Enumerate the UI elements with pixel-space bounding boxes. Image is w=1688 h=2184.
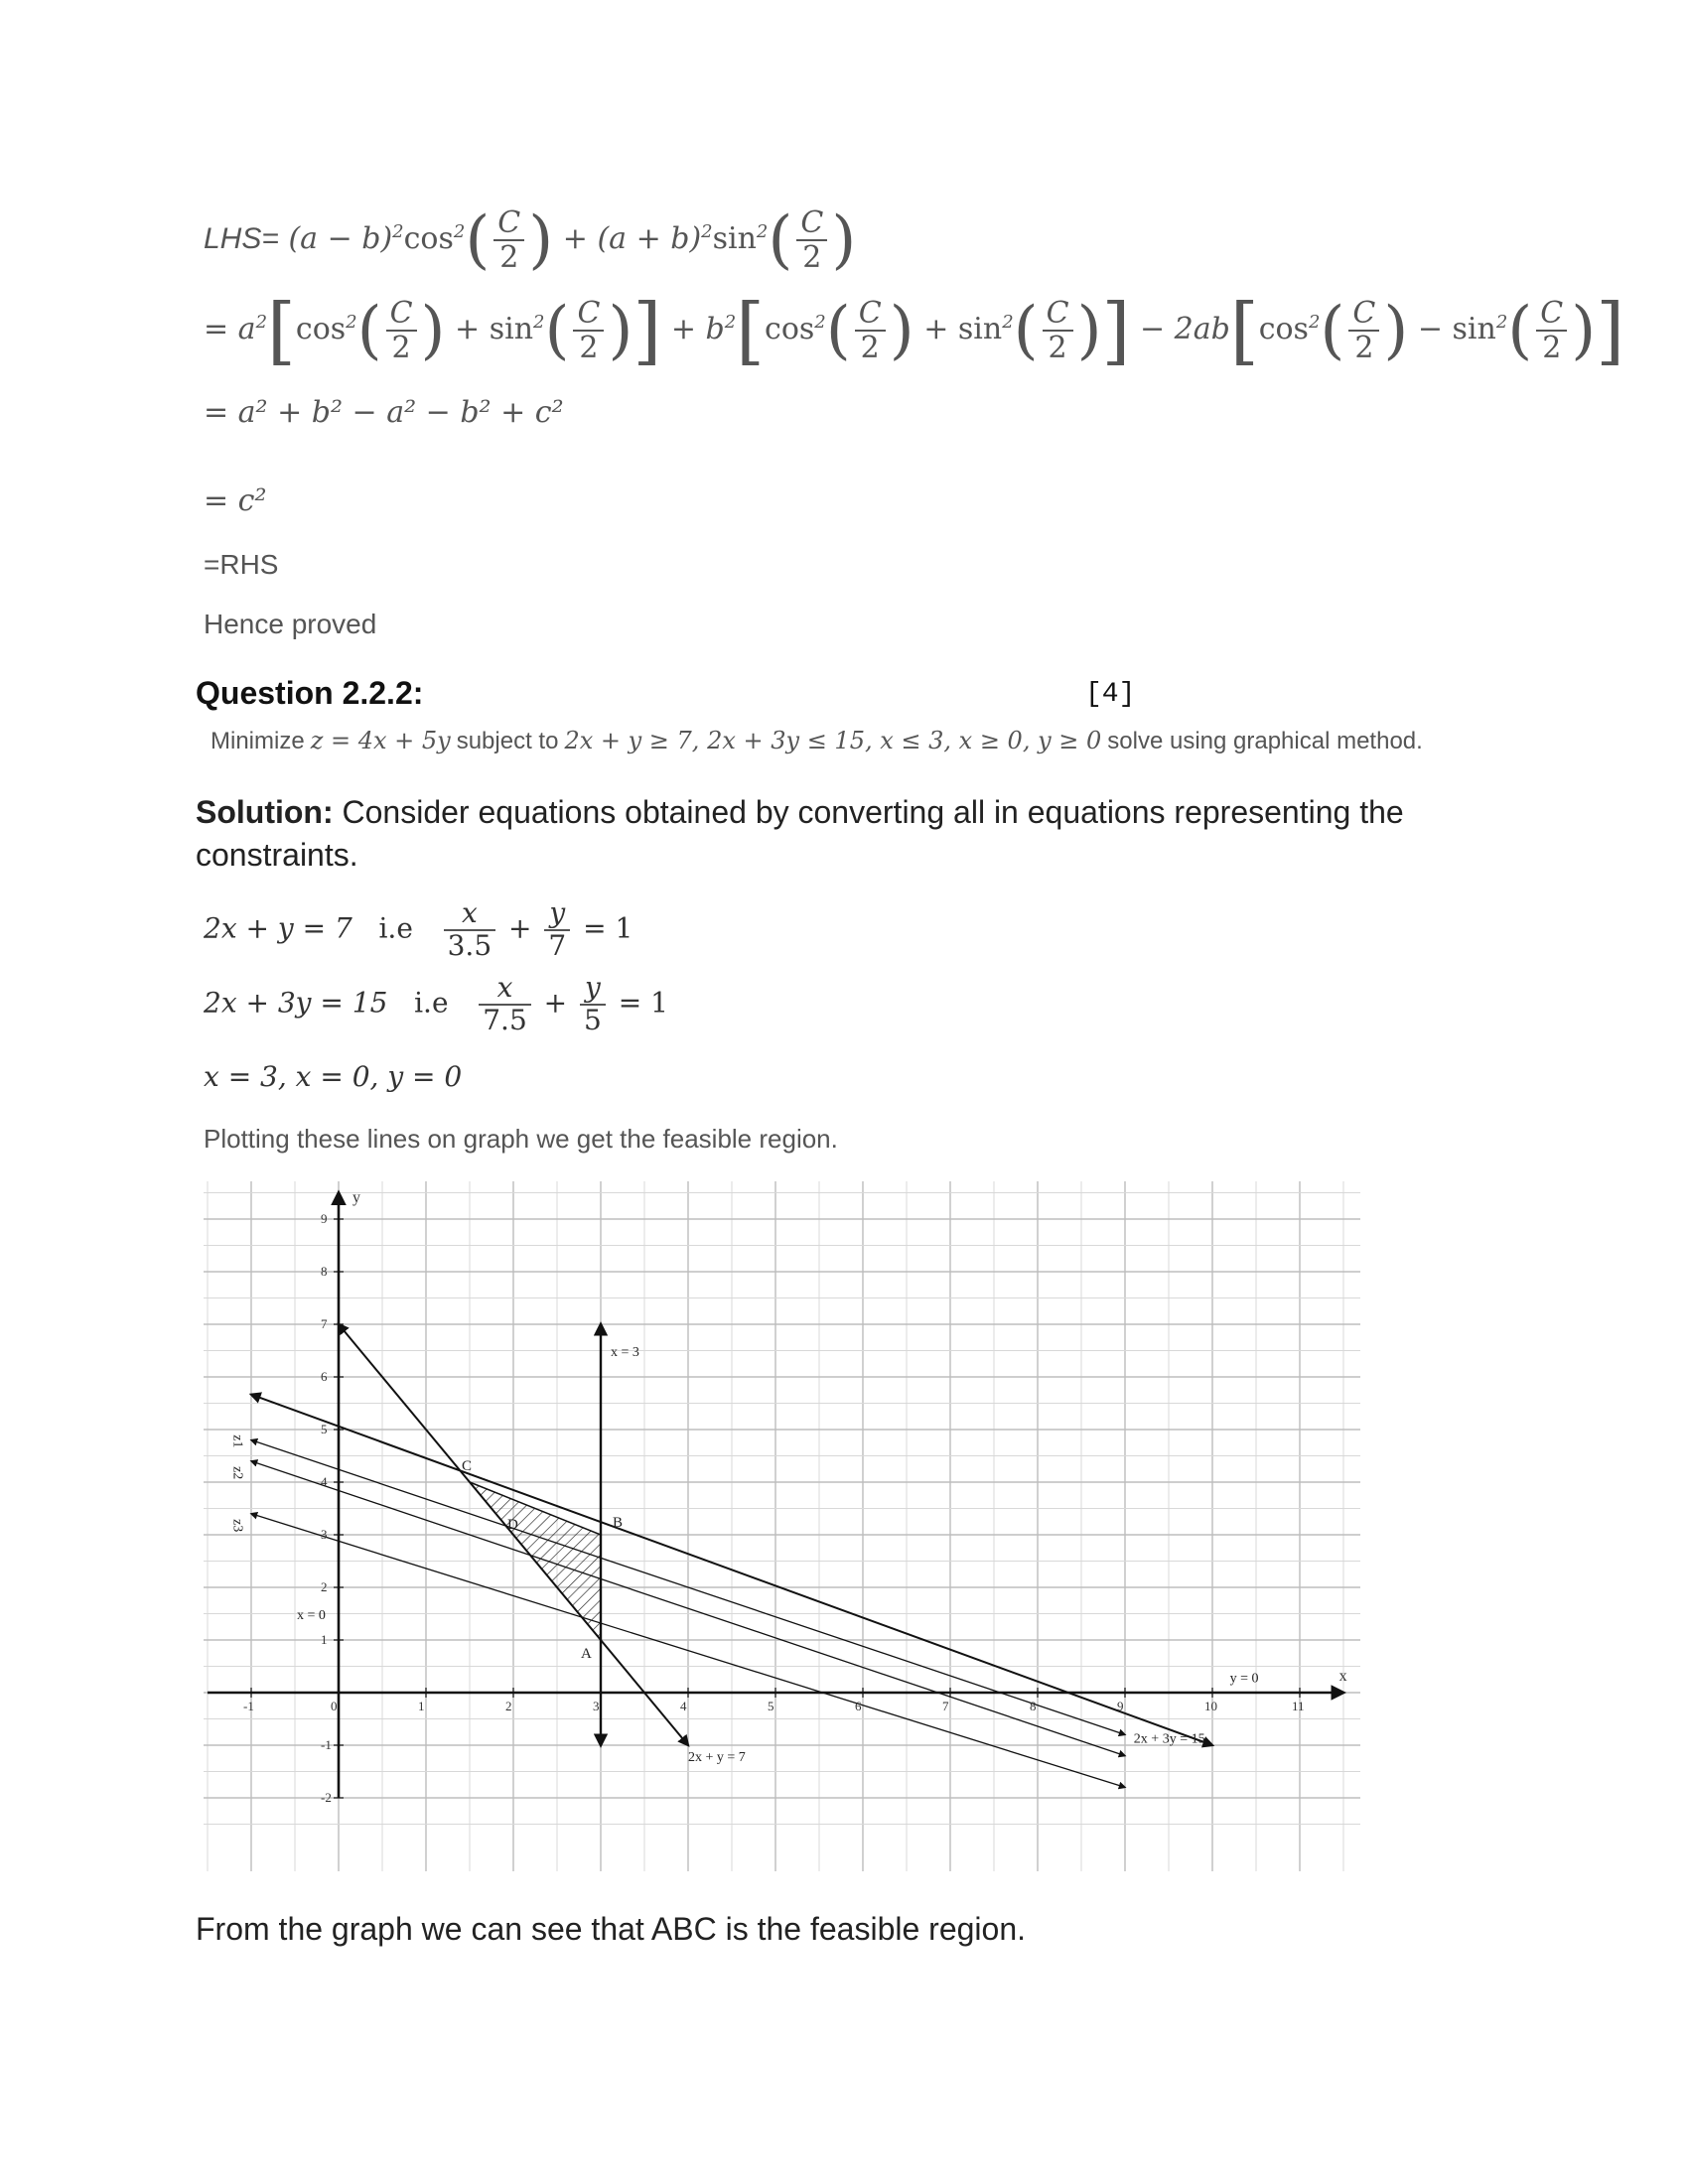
x-tick-label: 4 <box>680 1699 687 1713</box>
question-heading: Question 2.2.2: <box>196 675 424 711</box>
equation-1: 2x + y = 7 i.e $\frac{x}{3.5}$ + $\frac{y}{7}$ = 1 <box>204 896 633 962</box>
plotting-text: Plotting these lines on graph we get the feasible region. <box>204 1124 838 1154</box>
label-2x-y-7: 2x + y = 7 <box>688 1749 746 1765</box>
equation-3: x = 3, x = 0, y = 0 <box>204 1060 463 1093</box>
grid-lines <box>204 1181 1360 1871</box>
point-label-b: B <box>613 1515 624 1531</box>
feasible-region-graph <box>204 1176 1365 1881</box>
x-tick-label: 1 <box>418 1699 425 1713</box>
x-tick-label: 9 <box>1117 1699 1124 1713</box>
x-tick-label: 10 <box>1204 1699 1217 1713</box>
objective-function: z = 4x + 5y <box>310 727 451 754</box>
minimize-label: Minimize <box>211 728 305 754</box>
proof-line-4: = c² <box>204 483 267 518</box>
label-2x-3y-15: 2x + 3y = 15 <box>1133 1731 1205 1747</box>
graph-labels <box>229 1189 1346 1805</box>
y-tick-label: 9 <box>321 1211 328 1226</box>
equation-2-std: 2x + 3y = 15 <box>204 986 388 1020</box>
label-x-eq-0: x = 0 <box>297 1607 326 1623</box>
proof-rhs: =RHS <box>204 549 279 580</box>
point-label-a: A <box>581 1646 592 1662</box>
y-tick-label: 5 <box>321 1422 328 1436</box>
label-z2: z2 <box>229 1466 245 1480</box>
solution-label: Solution: <box>196 794 334 830</box>
point-label-d: D <box>507 1517 518 1533</box>
equation-1-std: 2x + y = 7 <box>204 911 352 945</box>
proof-lhs-line <box>204 204 856 277</box>
x-tick-label: -1 <box>243 1699 254 1713</box>
solution-text: Consider equations obtained by converting all in equations representing the <box>342 794 1404 830</box>
label-z1: z1 <box>229 1434 245 1448</box>
x-tick-label: 6 <box>855 1699 862 1713</box>
label-z3: z3 <box>229 1519 245 1533</box>
y-axis-label: y <box>352 1188 360 1206</box>
x-tick-label: 0 <box>331 1699 338 1713</box>
x-tick-label: 3 <box>593 1699 600 1713</box>
y-tick-label: 8 <box>321 1264 328 1279</box>
method-label: solve using graphical method. <box>1107 728 1423 754</box>
x-axis-label: x <box>1338 1668 1347 1685</box>
proof-line-3: = a² + b² − a² − b² + c² <box>204 395 564 430</box>
x-tick-label: 2 <box>505 1699 512 1713</box>
x-tick-label: 11 <box>1292 1699 1305 1713</box>
equation-2-ie: i.e <box>414 986 449 1020</box>
proof-expansion-line: = $a^2[\cos^2$( $\frac{C}{2}$ ) + $\sin^2$( $\frac{C}{2}$ )] + $b^2[\cos^2$( $\frac{C}{2}$ ) + $\sin^2$( $\frac{C}{2}$ )] − $2ab[\cos^2$( $\frac{C}{2}$ ) − $\sin^2$( $\frac{C}{2}$ )] <box>204 288 1625 373</box>
label-x-eq-3: x = 3 <box>611 1344 639 1360</box>
y-tick-label: -1 <box>321 1737 332 1752</box>
point-label-c: C <box>462 1458 473 1474</box>
x-tick-label: 7 <box>942 1699 949 1713</box>
y-tick-label: 2 <box>321 1579 328 1594</box>
y-tick-label: -2 <box>321 1790 332 1805</box>
equation-1-ie: i.e <box>378 911 413 945</box>
x-tick-label: 5 <box>768 1699 774 1713</box>
y-tick-label: 6 <box>321 1369 328 1384</box>
y-tick-label: 4 <box>321 1474 328 1489</box>
y-tick-label: 3 <box>321 1527 328 1542</box>
lhs-expression: $(a - b)^2\cos^2$( $\frac{C}{2}$ ) + $(a + b)^2\sin^2$( $\frac{C}{2}$ ) <box>288 204 857 277</box>
proof-conclusion: Hence proved <box>204 609 377 639</box>
y-tick-label: 1 <box>321 1632 328 1647</box>
lhs-label: LHS= <box>204 222 279 255</box>
x-tick-label: 8 <box>1030 1699 1037 1713</box>
equation-2: 2x + 3y = 15 i.e $\frac{x}{7.5}$ + $\frac{y}{5}$ = 1 <box>204 971 668 1036</box>
subject-to-label: subject to <box>456 728 559 754</box>
conclusion-text: From the graph we can see that ABC is the feasible region. <box>196 1911 1027 1947</box>
y-tick-label: 7 <box>321 1316 328 1331</box>
constraints: 2x + y ≥ 7, 2x + 3y ≤ 15, x ≤ 3, x ≥ 0, y ≥ 0 <box>564 727 1102 754</box>
label-y-eq-0: y = 0 <box>1229 1671 1259 1687</box>
question-statement <box>211 727 1423 755</box>
solution-paragraph <box>196 794 1404 831</box>
graph-svg <box>204 1176 1365 1881</box>
solution-text-continued: constraints. <box>196 837 358 873</box>
question-marks: [4] <box>1085 679 1136 710</box>
